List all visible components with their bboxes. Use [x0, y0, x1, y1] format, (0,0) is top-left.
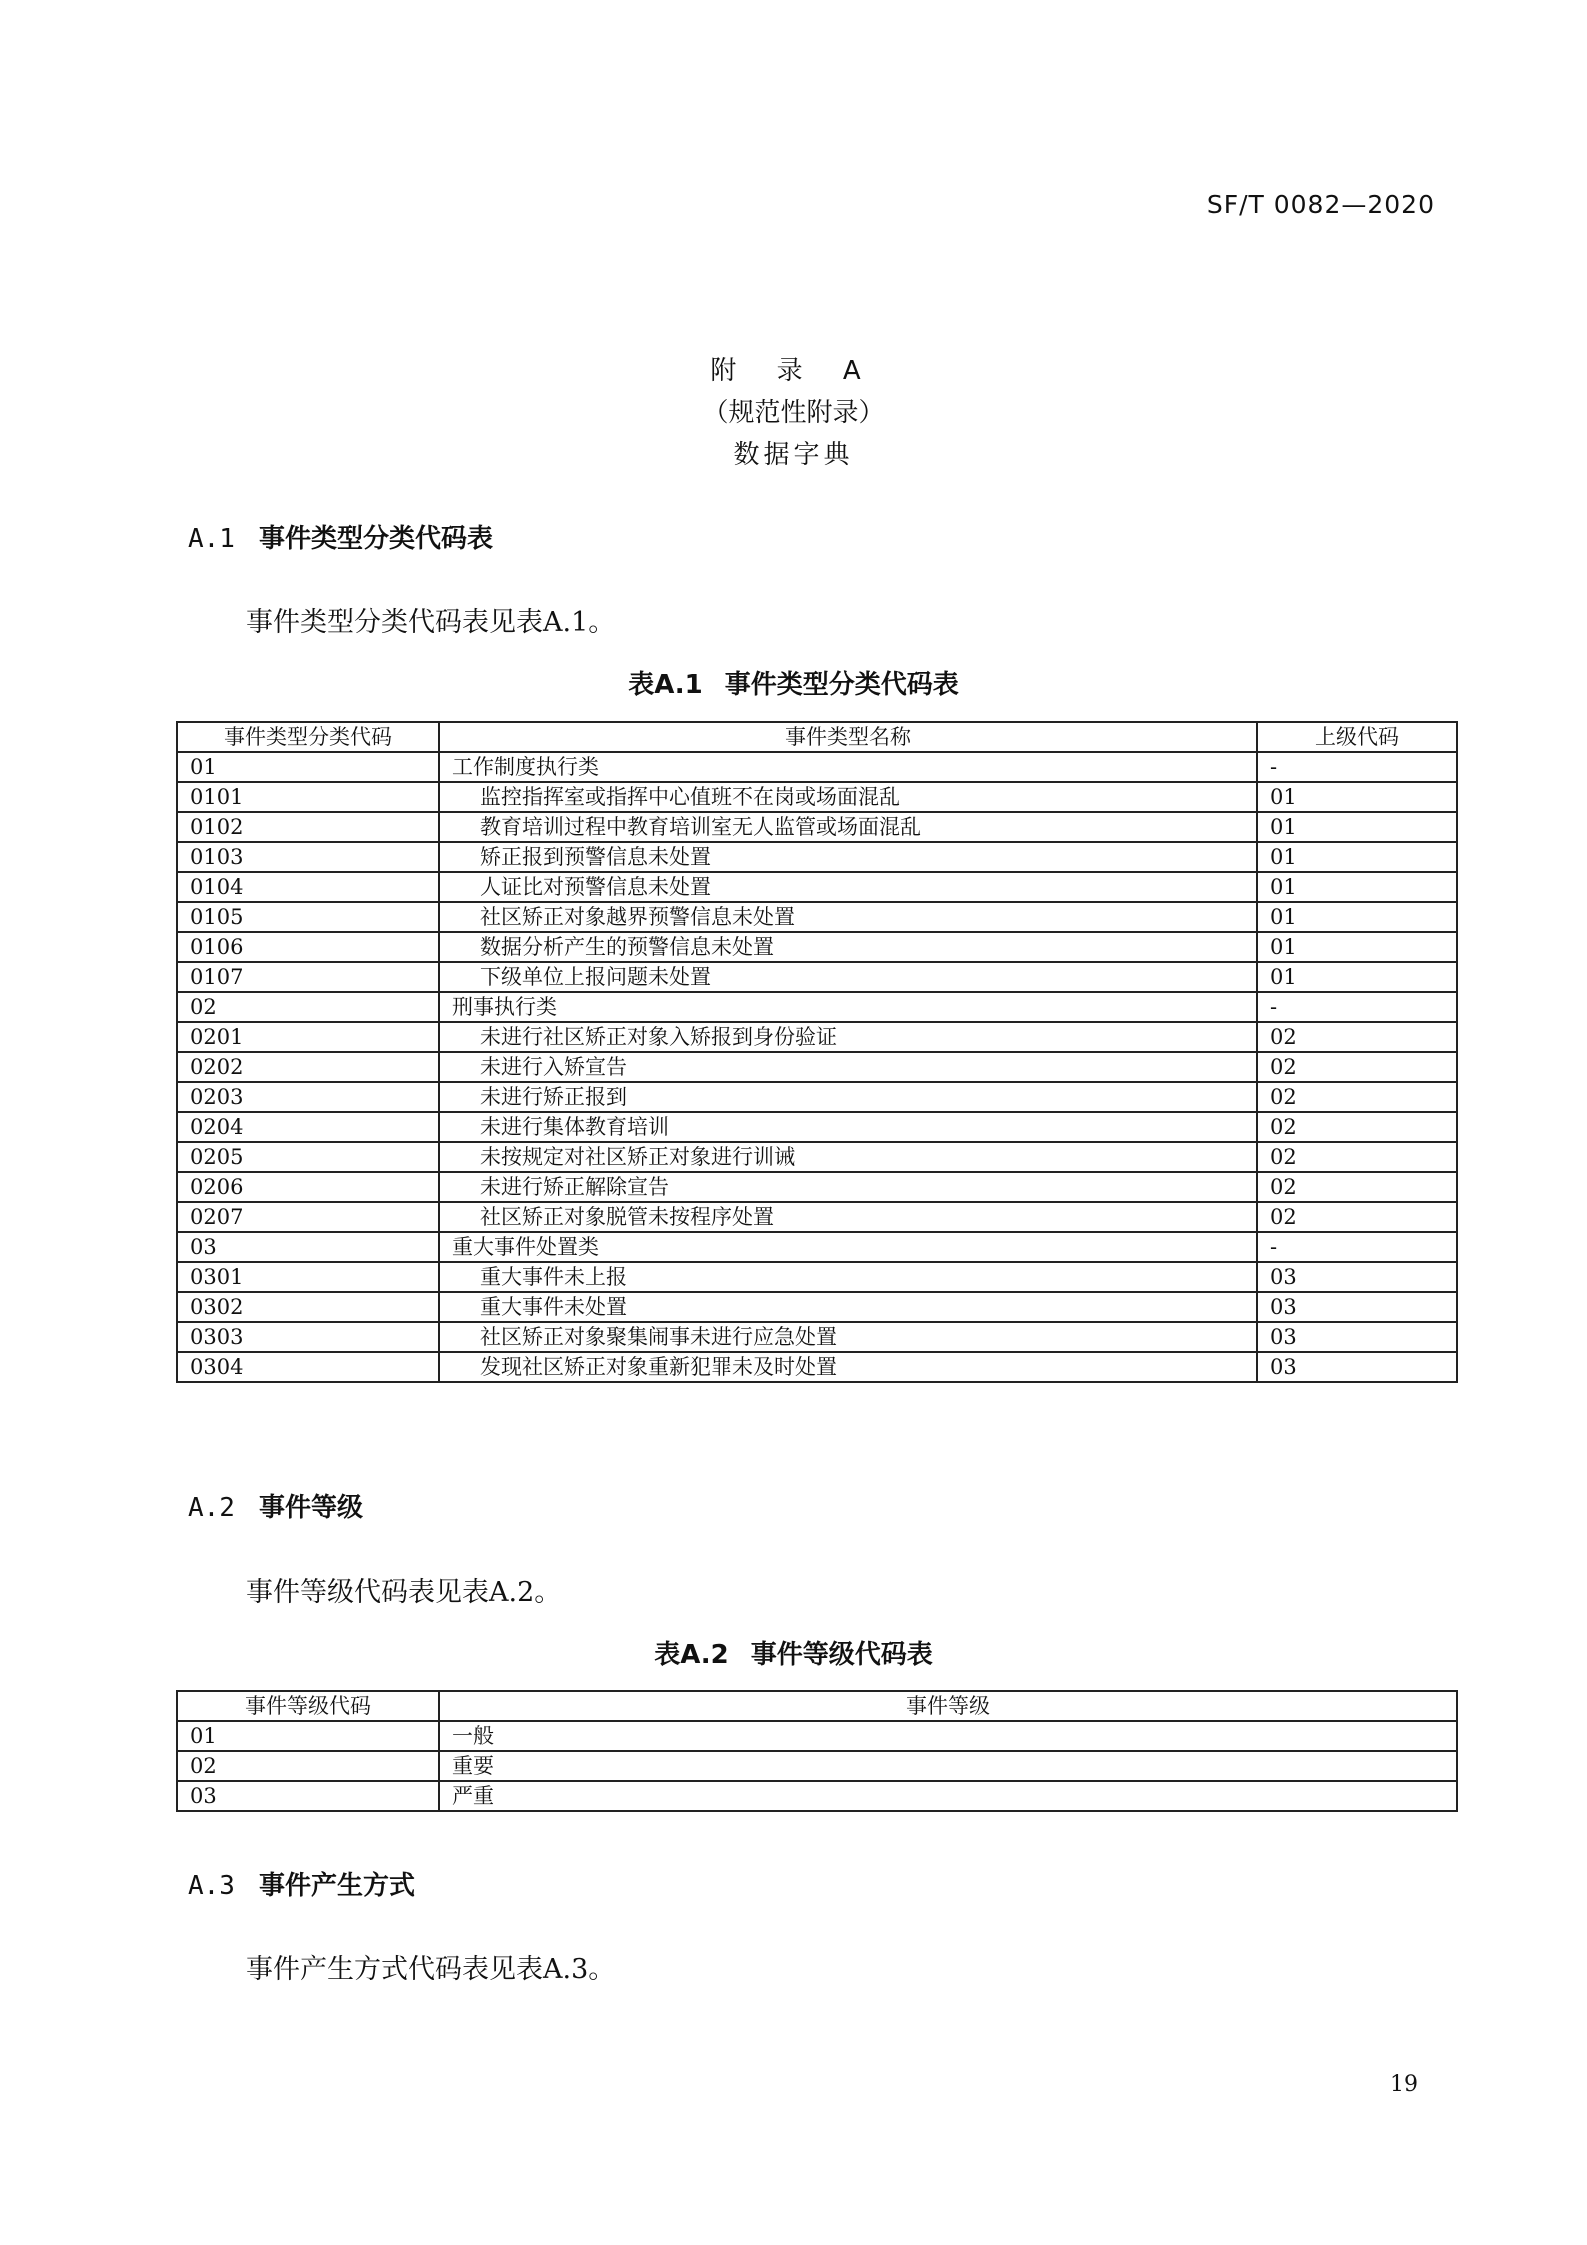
- cell-parent-code: 02: [1257, 1082, 1457, 1112]
- cell-code: 01: [177, 1721, 439, 1751]
- table-row: [177, 1721, 1457, 1751]
- cell-name: 未进行社区矫正对象入矫报到身份验证: [439, 1022, 1257, 1052]
- column-header-code: 事件类型分类代码: [177, 722, 439, 752]
- table-header-row: [177, 1691, 1457, 1721]
- table-row: [177, 1172, 1457, 1202]
- cell-parent-code: 02: [1257, 1112, 1457, 1142]
- cell-name: 社区矫正对象聚集闹事未进行应急处置: [439, 1322, 1257, 1352]
- section-heading-a1: [188, 518, 493, 555]
- cell-parent-code: 01: [1257, 782, 1457, 812]
- section-title: 事件类型分类代码表: [258, 524, 493, 554]
- table-caption-a1: [0, 664, 1587, 701]
- cell-code: 0301: [177, 1262, 439, 1292]
- cell-parent-code: 02: [1257, 1202, 1457, 1232]
- cell-parent-code: 03: [1257, 1262, 1457, 1292]
- cell-parent-code: 01: [1257, 962, 1457, 992]
- cell-parent-code: -: [1257, 1232, 1457, 1262]
- cell-code: 03: [177, 1781, 439, 1811]
- event-level-code-table: [176, 1690, 1458, 1812]
- table-caption-number: 表A.1: [628, 670, 703, 700]
- cell-code: 0104: [177, 872, 439, 902]
- cell-code: 0204: [177, 1112, 439, 1142]
- cell-name: 未进行矫正解除宣告: [439, 1172, 1257, 1202]
- cell-name: 重大事件处置类: [439, 1232, 1257, 1262]
- cell-parent-code: 02: [1257, 1142, 1457, 1172]
- cell-level: 重要: [439, 1751, 1457, 1781]
- cell-code: 0105: [177, 902, 439, 932]
- section-heading-a3: [188, 1865, 415, 1902]
- cell-parent-code: 02: [1257, 1172, 1457, 1202]
- page-number: 19: [1390, 2072, 1418, 2097]
- table-row: [177, 1202, 1457, 1232]
- table-row: [177, 1322, 1457, 1352]
- table-row: [177, 1292, 1457, 1322]
- table-row: [177, 962, 1457, 992]
- table-header-row: [177, 722, 1457, 752]
- cell-name: 社区矫正对象越界预警信息未处置: [439, 902, 1257, 932]
- cell-name: 重大事件未处置: [439, 1292, 1257, 1322]
- cell-name: 刑事执行类: [439, 992, 1257, 1022]
- table-row: [177, 1022, 1457, 1052]
- cell-name: 监控指挥室或指挥中心值班不在岗或场面混乱: [439, 782, 1257, 812]
- table-row: [177, 1142, 1457, 1172]
- appendix-type: （规范性附录）: [702, 398, 885, 428]
- table-row: [177, 1082, 1457, 1112]
- cell-name: 教育培训过程中教育培训室无人监管或场面混乱: [439, 812, 1257, 842]
- table-row: [177, 872, 1457, 902]
- section-paragraph-a2: 事件等级代码表见表A.2。: [246, 1577, 562, 1608]
- table-row: [177, 782, 1457, 812]
- cell-code: 02: [177, 1751, 439, 1781]
- cell-code: 0103: [177, 842, 439, 872]
- column-header-level: 事件等级: [439, 1691, 1457, 1721]
- cell-level: 一般: [439, 1721, 1457, 1751]
- cell-parent-code: -: [1257, 992, 1457, 1022]
- cell-code: 0202: [177, 1052, 439, 1082]
- cell-code: 0102: [177, 812, 439, 842]
- table-row: [177, 1781, 1457, 1811]
- table-row: [177, 1052, 1457, 1082]
- column-header-name: 事件类型名称: [439, 722, 1257, 752]
- table-row: [177, 1352, 1457, 1382]
- table-row: [177, 1751, 1457, 1781]
- cell-name: 未按规定对社区矫正对象进行训诫: [439, 1142, 1257, 1172]
- cell-code: 03: [177, 1232, 439, 1262]
- section-number: A.2: [188, 1493, 235, 1523]
- table-caption-title: 事件等级代码表: [750, 1640, 933, 1670]
- table-row: [177, 902, 1457, 932]
- appendix-title: 数据字典: [733, 440, 854, 470]
- cell-code: 0207: [177, 1202, 439, 1232]
- cell-code: 0107: [177, 962, 439, 992]
- section-number: A.3: [188, 1871, 235, 1901]
- cell-name: 人证比对预警信息未处置: [439, 872, 1257, 902]
- section-number: A.1: [188, 524, 235, 554]
- cell-name: 下级单位上报问题未处置: [439, 962, 1257, 992]
- cell-parent-code: 02: [1257, 1052, 1457, 1082]
- cell-parent-code: 01: [1257, 932, 1457, 962]
- cell-code: 0201: [177, 1022, 439, 1052]
- table-caption-a2: [0, 1634, 1587, 1671]
- column-header-parent: 上级代码: [1257, 722, 1457, 752]
- column-header-code: 事件等级代码: [177, 1691, 439, 1721]
- cell-parent-code: 02: [1257, 1022, 1457, 1052]
- table-caption-number: 表A.2: [654, 1640, 729, 1670]
- cell-name: 社区矫正对象脱管未按程序处置: [439, 1202, 1257, 1232]
- cell-code: 0206: [177, 1172, 439, 1202]
- cell-parent-code: -: [1257, 752, 1457, 782]
- table-row: [177, 752, 1457, 782]
- cell-name: 发现社区矫正对象重新犯罪未及时处置: [439, 1352, 1257, 1382]
- cell-code: 0304: [177, 1352, 439, 1382]
- cell-parent-code: 01: [1257, 842, 1457, 872]
- cell-parent-code: 01: [1257, 812, 1457, 842]
- table-row: [177, 932, 1457, 962]
- section-title: 事件产生方式: [258, 1871, 415, 1901]
- cell-name: 矫正报到预警信息未处置: [439, 842, 1257, 872]
- cell-code: 0205: [177, 1142, 439, 1172]
- appendix-label: 附 录 A: [710, 356, 877, 386]
- cell-level: 严重: [439, 1781, 1457, 1811]
- cell-code: 0203: [177, 1082, 439, 1112]
- cell-code: 0101: [177, 782, 439, 812]
- cell-name: 未进行入矫宣告: [439, 1052, 1257, 1082]
- cell-code: 0302: [177, 1292, 439, 1322]
- event-type-code-table: [176, 721, 1458, 1383]
- cell-code: 02: [177, 992, 439, 1022]
- cell-name: 工作制度执行类: [439, 752, 1257, 782]
- cell-parent-code: 03: [1257, 1352, 1457, 1382]
- table-row: [177, 1232, 1457, 1262]
- section-title: 事件等级: [258, 1493, 363, 1523]
- cell-name: 未进行集体教育培训: [439, 1112, 1257, 1142]
- table-row: [177, 842, 1457, 872]
- table-row: [177, 1112, 1457, 1142]
- table-caption-title: 事件类型分类代码表: [724, 670, 959, 700]
- cell-name: 未进行矫正报到: [439, 1082, 1257, 1112]
- cell-parent-code: 01: [1257, 902, 1457, 932]
- section-paragraph-a3: 事件产生方式代码表见表A.3。: [246, 1954, 616, 1985]
- table-row: [177, 992, 1457, 1022]
- cell-parent-code: 03: [1257, 1322, 1457, 1352]
- section-paragraph-a1: 事件类型分类代码表见表A.1。: [246, 607, 616, 638]
- cell-code: 0303: [177, 1322, 439, 1352]
- table-row: [177, 812, 1457, 842]
- cell-parent-code: 01: [1257, 872, 1457, 902]
- document-code: SF/T 0082—2020: [1206, 190, 1435, 219]
- cell-parent-code: 03: [1257, 1292, 1457, 1322]
- table-row: [177, 1262, 1457, 1292]
- cell-code: 0106: [177, 932, 439, 962]
- cell-name: 数据分析产生的预警信息未处置: [439, 932, 1257, 962]
- section-heading-a2: [188, 1487, 363, 1524]
- cell-code: 01: [177, 752, 439, 782]
- cell-name: 重大事件未上报: [439, 1262, 1257, 1292]
